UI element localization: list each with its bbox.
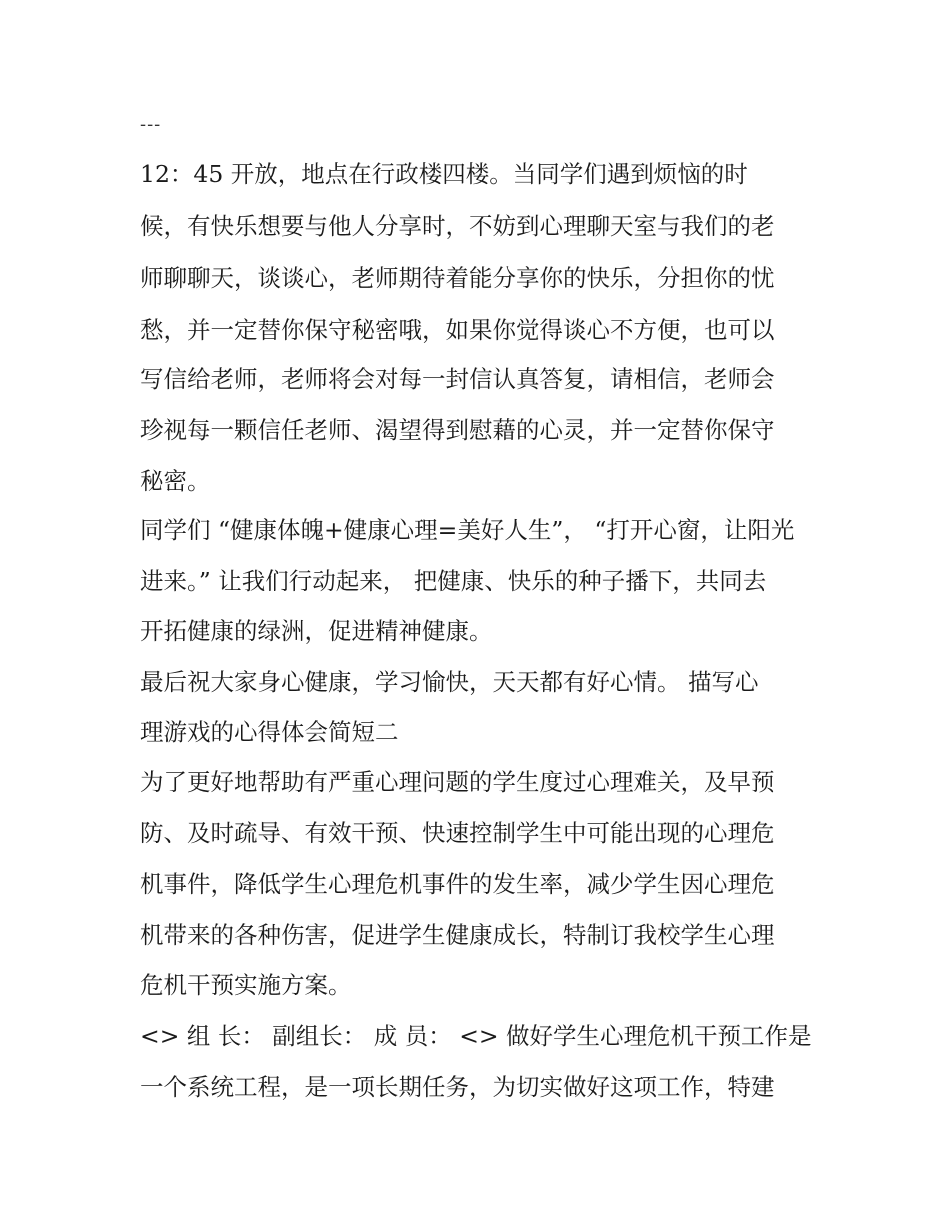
text-line: 秘密。 — [140, 467, 211, 495]
text-line: 为了更好地帮助有严重心理问题的学生度过心理难关，及早预 — [140, 768, 775, 796]
text-line: 写信给老师，老师将会对每一封信认真答复，请相信，老师会 — [140, 365, 775, 393]
text-line: 同学们 “健康体魄+健康心理=美好人生”， “打开心窗，让阳光 — [140, 516, 795, 544]
text-line: 机带来的各种伤害，促进学生健康成长，特制订我校学生心理 — [140, 921, 775, 949]
text-line: 进来。” 让我们行动起来， 把健康、快乐的种子播下，共同去 — [140, 567, 767, 595]
text-line: 师聊聊天，谈谈心，老师期待着能分享你的快乐，分担你的忧 — [140, 264, 775, 292]
text-line: 开拓健康的绿洲，促进精神健康。 — [140, 617, 493, 645]
text-line: 理游戏的心得体会简短二 — [140, 718, 399, 746]
text-line: 12：45 开放，地点在行政楼四楼。当同学们遇到烦恼的时 — [140, 160, 748, 188]
text-line: <> 组 长： 副组长： 成 员： <> 做好学生心理危机干预工作是 — [140, 1022, 812, 1050]
text-line: 愁，并一定替你保守秘密哦，如果你觉得谈心不方便，也可以 — [140, 316, 775, 344]
separator-line: --- — [140, 114, 162, 135]
text-line: 候，有快乐想要与他人分享时，不妨到心理聊天室与我们的老 — [140, 212, 775, 240]
text-line: 最后祝大家身心健康，学习愉快，天天都有好心情。 描写心 — [140, 668, 759, 696]
text-line: 珍视每一颗信任老师、渴望得到慰藉的心灵，并一定替你保守 — [140, 416, 775, 444]
text-line: 机事件，降低学生心理危机事件的发生率，减少学生因心理危 — [140, 870, 775, 898]
text-line: 一个系统工程，是一项长期任务，为切实做好这项工作，特建 — [140, 1073, 775, 1101]
text-line: 危机干预实施方案。 — [140, 971, 352, 999]
text-line: 防、及时疏导、有效干预、快速控制学生中可能出现的心理危 — [140, 819, 775, 847]
